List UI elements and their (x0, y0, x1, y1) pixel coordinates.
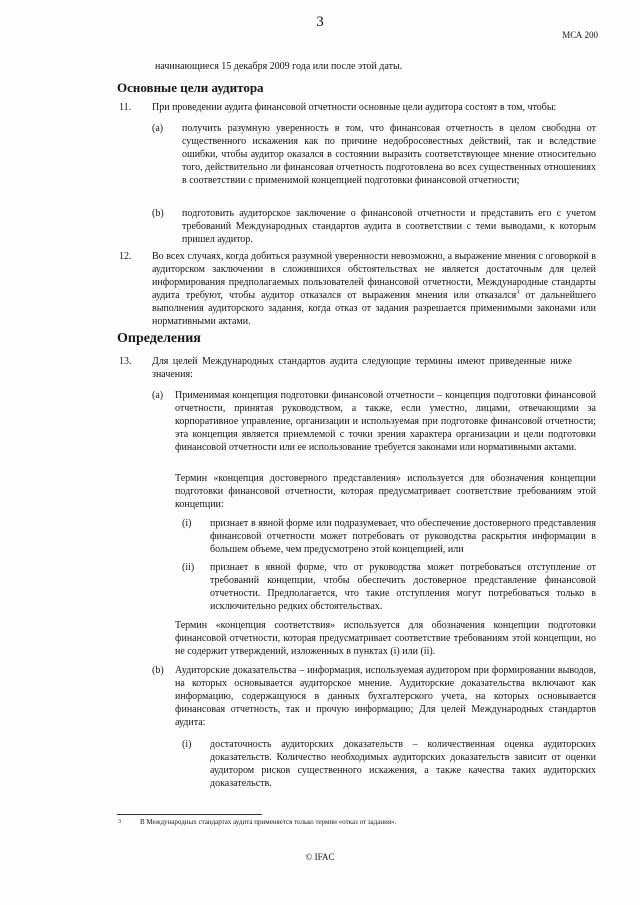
para-13-text: Для целей Международных стандартов аудита следующие термины имеют приведенные ниже значения: (152, 356, 572, 381)
para-13a-ii-text: признает в явной форме, что от руководства может потребоваться отступление от требований концепции, чтобы обеспечить достоверное представление финансовой отчетности. Предполагается, что такие отступления могут потребоваться только в исключительно редких обстоятельствах. (210, 562, 596, 613)
compliance-definition: Термин «концепция соответствия» используется для обозначения концепции подготовки финансовой отчетности, которая предусматривает соответствие требованиям этой концепции, но не содержит утверждений, изложенных в пунктах (i) или (ii). (175, 620, 596, 658)
footnote-mark: 3 (118, 819, 121, 825)
footnote-ref: 3 (516, 289, 520, 296)
heading-definitions: Определения (117, 331, 201, 346)
heading-objectives: Основные цели аудитора (117, 80, 264, 95)
para-11a-mark: (a) (152, 123, 164, 134)
para-11b-text: подготовить аудиторское заключение о финансовой отчетности и представить его с учетом требований Международных стандартов аудита в соответствии с теми выводами, к которым пришел аудитор. (182, 208, 596, 246)
para-13a-mark: (a) (152, 390, 164, 401)
intro-tail: начинающиеся 15 декабря 2009 года или после этой даты. (155, 61, 403, 72)
para-12-text: Во всех случаях, когда добиться разумной уверенности невозможно, а выражение мнения с оговоркой в аудиторском заключении в сложившихся обстоятельствах не является достаточным для целей информирования предполагаемых пользователей финансовой отчетности, Международные стандарты аудита требуют, чтобы аудитор отказался от выражения мнения или отказался$^3$ от дальнейшего выполнения аудиторского задания, когда отказ от задания разрешается применимыми законами или нормативными актами. (152, 251, 596, 328)
para-13a-text: Применимая концепция подготовки финансовой отчетности – концепция подготовки финансовой отчетности, принятая руководством, а также, если уместно, лицами, отвечающими за корпоративное управление, организации и используемая при подготовке финансовой отчетности; эта концепция является приемлемой с точки зрения характера организации и цели подготовки финансовой отчетности или ее использование требуется законами или нормативными актами. (175, 390, 596, 454)
para-11a-text: получить разумную уверенность в том, что финансовая отчетность в целом свободна от существенного искажения как по причине недобросовестных действий, так и вследствие ошибки, чтобы аудитор оказался в состоянии выразить соответствующее мнение относительно того, действительно ли финансовая отчетность подготовлена во всех существенных отношениях в соответствии с применимой концепцией подготовки финансовой отчетности; (182, 123, 596, 187)
copyright-footer: © IFAC (305, 852, 335, 862)
page-number: 3 (316, 14, 324, 30)
para-11-number: 11. (119, 102, 132, 113)
footnote-text: В Международных стандартах аудита применяется только термин «отказ от задания». (140, 818, 397, 826)
para-11b-mark: (b) (152, 208, 164, 219)
para-11-text: При проведении аудита финансовой отчетности основные цели аудитора состоят в том, чтобы: (152, 102, 557, 113)
para-13a-i-mark: (i) (182, 518, 192, 529)
para-13b-text: Аудиторские доказательства – информация, используемая аудитором при формировании выводов, на которых основывается аудиторское мнение. Аудиторские доказательства включают как информацию, содержащуюся в данных бухгалтерского учета, на которых основывается финансовая отчетность, так и прочую информацию; Для целей Международных стандартов аудита: (175, 665, 596, 729)
fair-presentation-definition: Термин «концепция достоверного представления» используется для обозначения концепции подготовки финансовой отчетности, которая предусматривает соответствие требованиям этой концепции: (175, 473, 596, 511)
para-13a-ii-mark: (ii) (182, 562, 195, 573)
para-13-number: 13. (119, 356, 132, 367)
para-13b-i-mark: (i) (182, 739, 192, 750)
para-13b-mark: (b) (152, 665, 164, 676)
footnote-divider (117, 814, 262, 815)
standard-code: МСА 200 (562, 30, 598, 40)
para-12-number: 12. (119, 251, 132, 262)
para-13a-i-text: признает в явной форме или подразумевает, что обеспечение достоверного представления финансовой отчетности может потребовать от руководства раскрытия информации в большем объеме, чем предусмотрено этой концепцией, или (210, 518, 596, 556)
para-13b-i-text: достаточность аудиторских доказательств – количественная оценка аудиторских доказательств. Количество необходимых аудиторских доказательств зависит от оценки аудитором рисков существенного искажения, а также качества таких аудиторских доказательств. (210, 739, 596, 790)
